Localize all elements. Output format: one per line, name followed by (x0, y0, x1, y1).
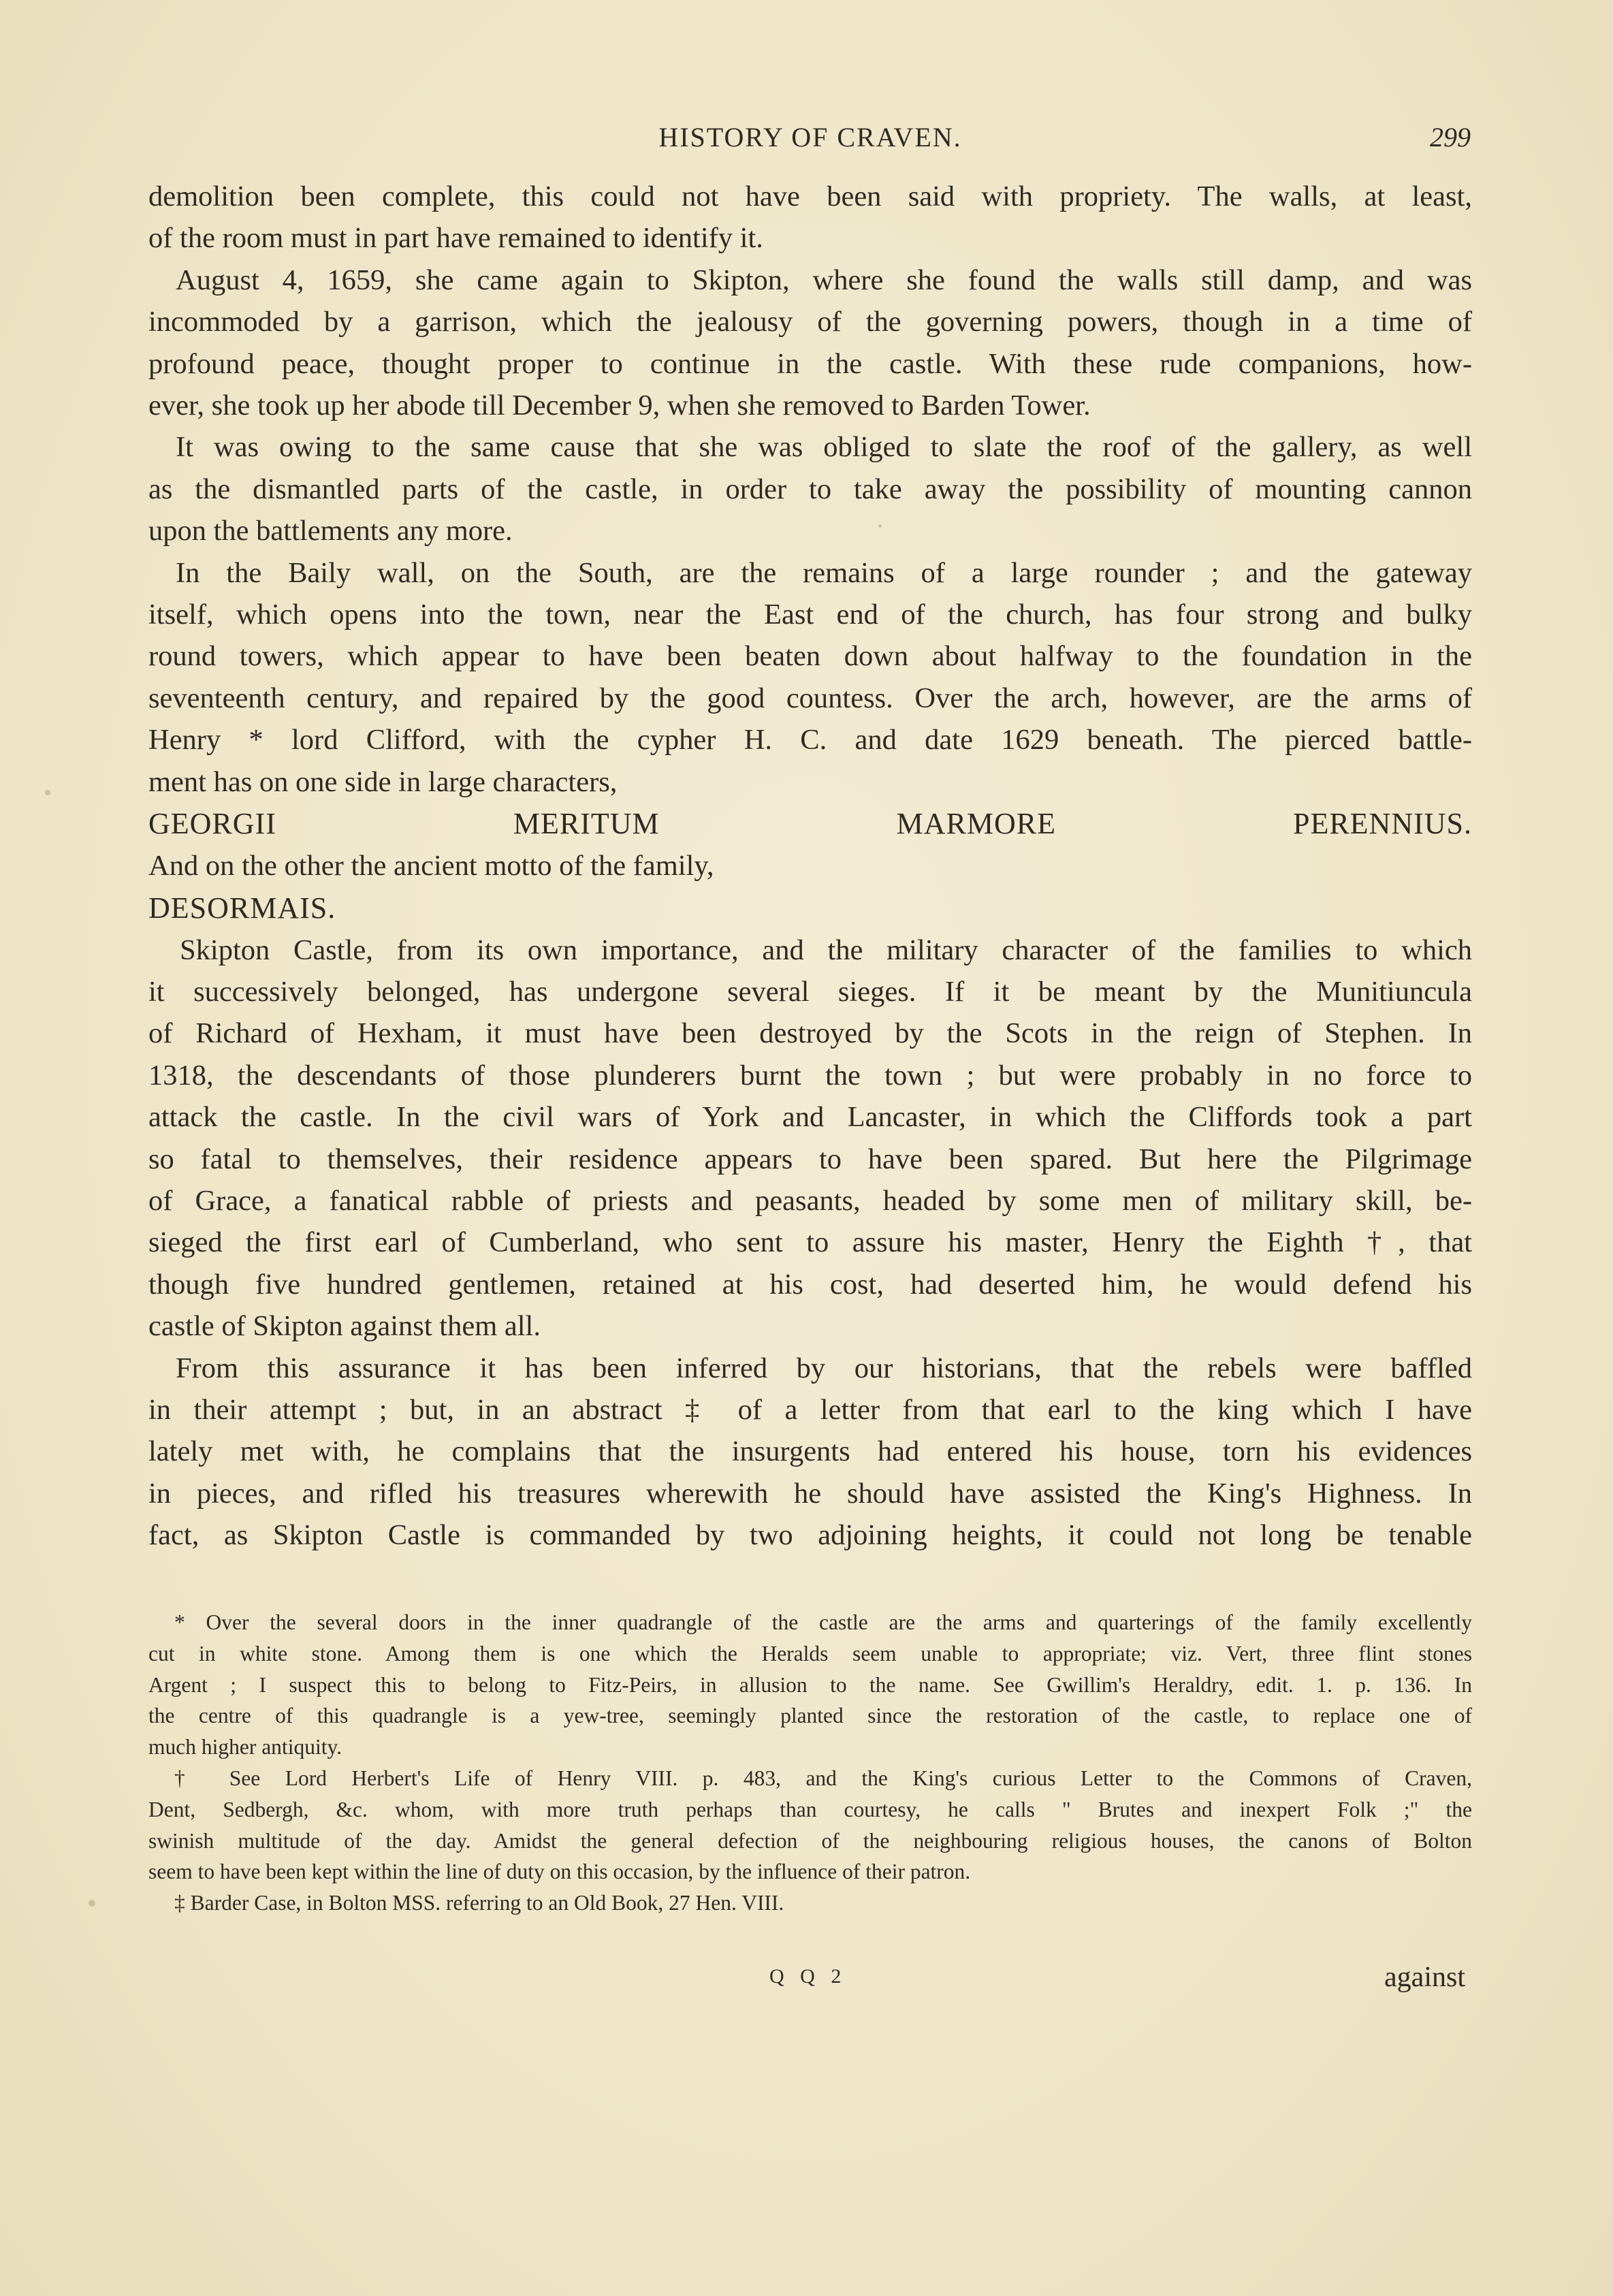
text-line: round towers, which appear to have been beaten down about halfway to the foundation in the (148, 640, 1472, 673)
text-line: it successively belonged, has undergone several sieges. If it be meant by the Munitiuncula (148, 975, 1472, 1008)
text-line: upon the battlements any more. (148, 515, 513, 547)
text-line: lately met with, he complains that the insurgents had entered his house, torn his evidences (148, 1435, 1472, 1468)
footnotes (148, 1607, 1472, 1919)
text-line: August 4, 1659, she came again to Skipton, where she found the walls still damp, and was (176, 264, 1472, 296)
text-line: 1318, the descendants of those plunderers burnt the town ; but were probably in no force to (148, 1059, 1472, 1091)
footnote-line: Dent, Sedbergh, &c. whom, with more truth perhaps than courtesy, he calls " Brutes and inexpert Folk ;" the (148, 1797, 1472, 1821)
text-line: Henry * lord Clifford, with the cypher H. C. and date 1629 beneath. The pierced battle- (148, 724, 1472, 756)
text-line: Skipton Castle, from its own importance, and the military character of the families to which (180, 934, 1472, 966)
footnote-line: cut in white stone. Among them is one which the Heralds seem unable to appropriate; viz. Vert, three flint stones (148, 1641, 1472, 1665)
text-line: itself, which opens into the town, near the East end of the church, has four strong and bulky (148, 599, 1472, 631)
text-line: In the Baily wall, on the South, are the remains of a large rounder ; and the gateway (176, 556, 1472, 589)
footnote-line: the centre of this quadrangle is a yew-tree, seemingly planted since the restoration of the castle, to replace one of (148, 1704, 1472, 1728)
footnote-line: Argent ; I suspect this to belong to Fitz-Peirs, in allusion to the name. See Gwillim's Heraldry, edit. 1. p. 136. In (148, 1672, 1472, 1697)
footnote-line: † See Lord Herbert's Life of Henry VIII. p. 483, and the King's curious Letter to the Commons of Craven, (174, 1766, 1472, 1790)
text-line: of Richard of Hexham, it must have been destroyed by the Scots in the reign of Stephen. In (148, 1017, 1472, 1050)
footnote-line: seem to have been kept within the line of duty on this occasion, by the influence of their patron. (148, 1860, 971, 1884)
text-line: castle of Skipton against them all. (148, 1310, 541, 1343)
main-text (148, 176, 1472, 1557)
text-line: incommoded by a garrison, which the jealousy of the governing powers, though in a time of (148, 306, 1472, 338)
text-line: And on the other the ancient motto of the family, (148, 850, 714, 882)
text-line: From this assurance it has been inferred by our historians, that the rebels were baffled (176, 1352, 1472, 1384)
page-number: 299 (1430, 122, 1471, 153)
signature-mark: Q Q 2 (769, 1965, 847, 1988)
text-line: of Grace, a fanatical rabble of priests and peasants, headed by some men of military skill, be- (148, 1184, 1472, 1217)
text-line: in pieces, and rifled his treasures wherewith he should have assisted the King's Highness. In (148, 1477, 1472, 1510)
catchword: against (1384, 1962, 1465, 1993)
paper-speck (878, 524, 882, 528)
text-line: as the dismantled parts of the castle, in order to take away the possibility of mounting cannon (148, 473, 1472, 505)
paper-speck (45, 790, 50, 795)
text-line: of the room must in part have remained to identify it. (148, 222, 763, 255)
text-line: fact, as Skipton Castle is commanded by two adjoining heights, it could not long be tenable (148, 1519, 1472, 1552)
family-motto: DESORMAIS. (148, 891, 336, 925)
running-head: HISTORY OF CRAVEN. (658, 122, 962, 153)
text-line: in their attempt ; but, in an abstract ‡ of a letter from that earl to the king which I have (148, 1393, 1472, 1426)
footnote-line: swinish multitude of the day. Amidst the general defection of the neighbouring religious houses, the canons of Bolton (148, 1828, 1472, 1853)
text-line: ment has on one side in large characters, (148, 765, 618, 798)
text-line: attack the castle. In the civil wars of York and Lancaster, in which the Cliffords took a part (148, 1101, 1472, 1134)
text-line: so fatal to themselves, their residence appears to have been spared. But here the Pilgrimage (148, 1143, 1472, 1175)
motto-inscription: GEORGII MERITUM MARMORE PERENNIUS. (148, 807, 1472, 841)
footnote-line: * Over the several doors in the inner quadrangle of the castle are the arms and quarterings of the family excellently (174, 1610, 1472, 1634)
footnote-line: ‡ Barder Case, in Bolton MSS. referring to an Old Book, 27 Hen. VIII. (174, 1891, 784, 1915)
text-line: demolition been complete, this could not have been said with propriety. The walls, at least, (148, 180, 1472, 212)
paper-speck (89, 1900, 95, 1907)
page-footer (148, 1961, 1472, 2002)
text-line: sieged the first earl of Cumberland, who sent to assure his master, Henry the Eighth †, that (148, 1226, 1472, 1259)
text-line: profound peace, thought proper to continue in the castle. With these rude companions, how- (148, 347, 1472, 380)
text-line: though five hundred gentlemen, retained at his cost, had deserted him, he would defend his (148, 1268, 1472, 1301)
text-line: ever, she took up her abode till December 9, when she removed to Barden Tower. (148, 389, 1091, 422)
page-header (150, 121, 1471, 169)
text-line: seventeenth century, and repaired by the good countess. Over the arch, however, are the arms of (148, 682, 1472, 714)
text-line: It was owing to the same cause that she was obliged to slate the roof of the gallery, as well (176, 431, 1472, 464)
footnote-line: much higher antiquity. (148, 1735, 342, 1759)
